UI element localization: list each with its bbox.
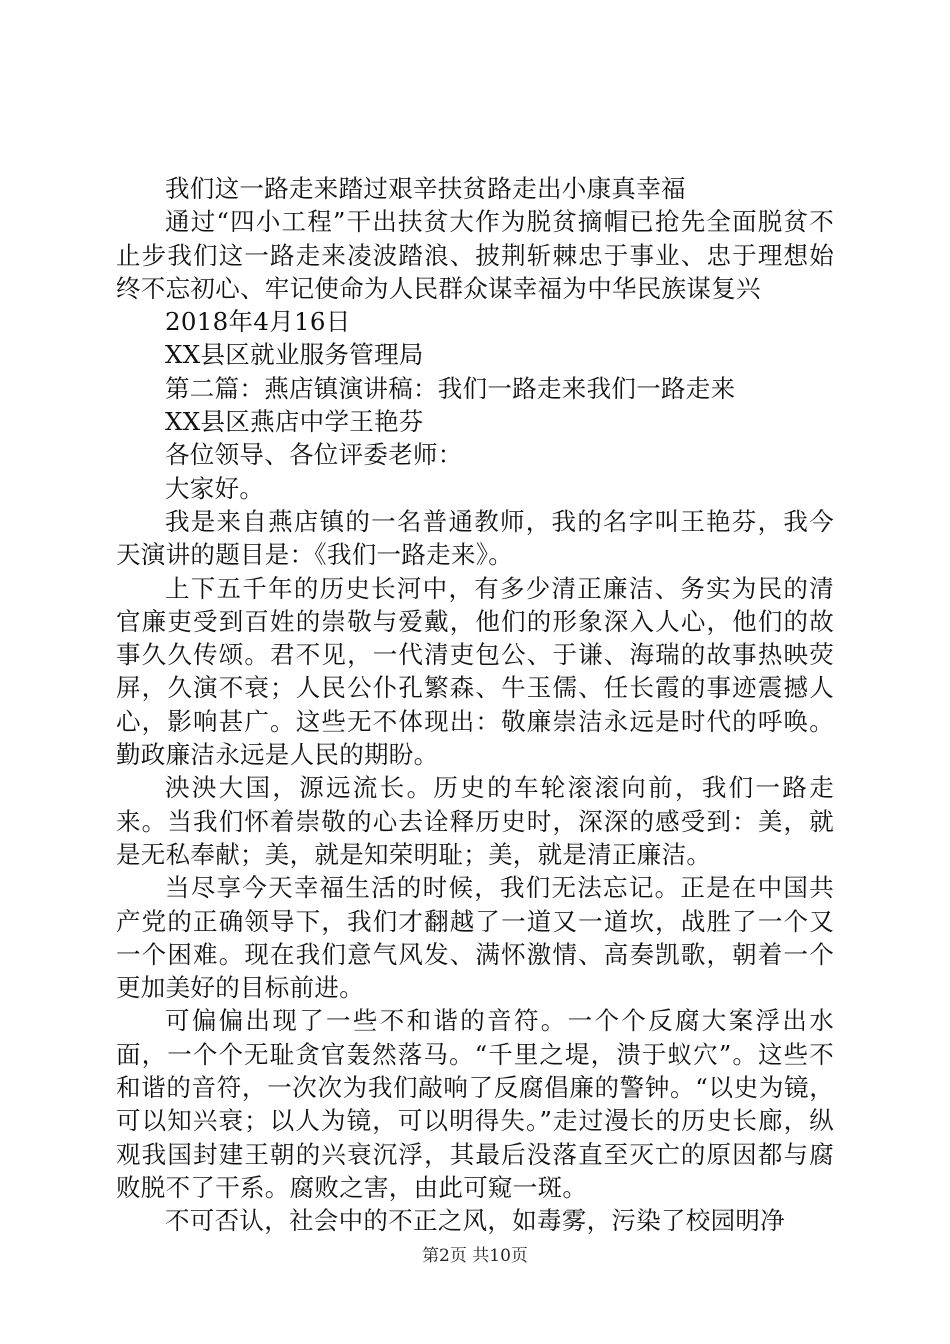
date-line: 2018年4月16日 <box>165 307 351 337</box>
paragraph: 我们这一路走来踏过艰辛扶贫路走出小康真幸福 <box>165 174 686 203</box>
document-body <box>116 172 834 1238</box>
section-heading: 第二篇：燕店镇演讲稿：我们一路走来我们一路走来 <box>165 373 736 403</box>
paragraph: 可偏偏出现了一些不和谐的音符。一个个反腐大案浮出水面，一个个无耻贪官轰然落马。“千里之堤，溃于蚁穴”。这些不和谐的音符，一次次为我们敲响了反腐倡廉的警钟。“以史为镜，可以知兴衰；以人为镜，可以明得失。”走过漫长的历史长廊，纵观我国封建王朝的兴衰沉浮，其最后没落直至灭亡的原因都与腐败脱不了干系。腐败之害，由此可窥一斑。 <box>116 1006 834 1202</box>
author-line: XX县区燕店中学王艳芬 <box>165 407 424 437</box>
paragraph: 当尽享今天幸福生活的时候，我们无法忘记。正是在中国共产党的正确领导下，我们才翻越了一道又一道坎，战胜了一个又一个困难。现在我们意气风发、满怀激情、高奏凯歌，朝着一个更加美好的目标前进。 <box>116 873 834 1003</box>
paragraph: 上下五千年的历史长河中，有多少清正廉洁、务实为民的清官廉吏受到百姓的崇敬与爱戴，他们的形象深入人心，他们的故事久久传颂。君不见，一代清吏包公、于谦、海瑞的故事热映荧屏，久演不衰；人民公仆孔繁森、牛玉儒、任长霞的事迹震撼人心，影响甚广。这些无不体现出：敬廉崇洁永远是时代的呼唤。勤政廉洁永远是人民的期盼。 <box>116 573 834 770</box>
paragraph: 我是来自燕店镇的一名普通教师，我的名字叫王艳芬，我今天演讲的题目是：《我们一路走来》。 <box>116 506 834 570</box>
paragraph: 不可否认，社会中的不正之风，如毒雾，污染了校园明净 <box>165 1206 785 1236</box>
paragraph: 泱泱大国，源远流长。历史的车轮滚滚向前，我们一路走来。当我们怀着崇敬的心去诠释历史时，深深的感受到：美，就是无私奉献；美，就是知荣明耻；美，就是清正廉洁。 <box>116 773 834 869</box>
organization-line: XX县区就业服务管理局 <box>165 340 424 370</box>
paragraph: 通过“四小工程”干出扶贫大作为脱贫摘帽已抢先全面脱贫不止步我们这一路走来凌波踏浪、披荆斩棘忠于事业、忠于理想始终不忘初心、牢记使命为人民群众谋幸福为中华民族谋复兴 <box>116 207 834 303</box>
salutation: 各位领导、各位评委老师： <box>165 440 463 470</box>
greeting: 大家好。 <box>165 473 265 503</box>
page-footer: 第2页 共10页 <box>422 1246 528 1266</box>
